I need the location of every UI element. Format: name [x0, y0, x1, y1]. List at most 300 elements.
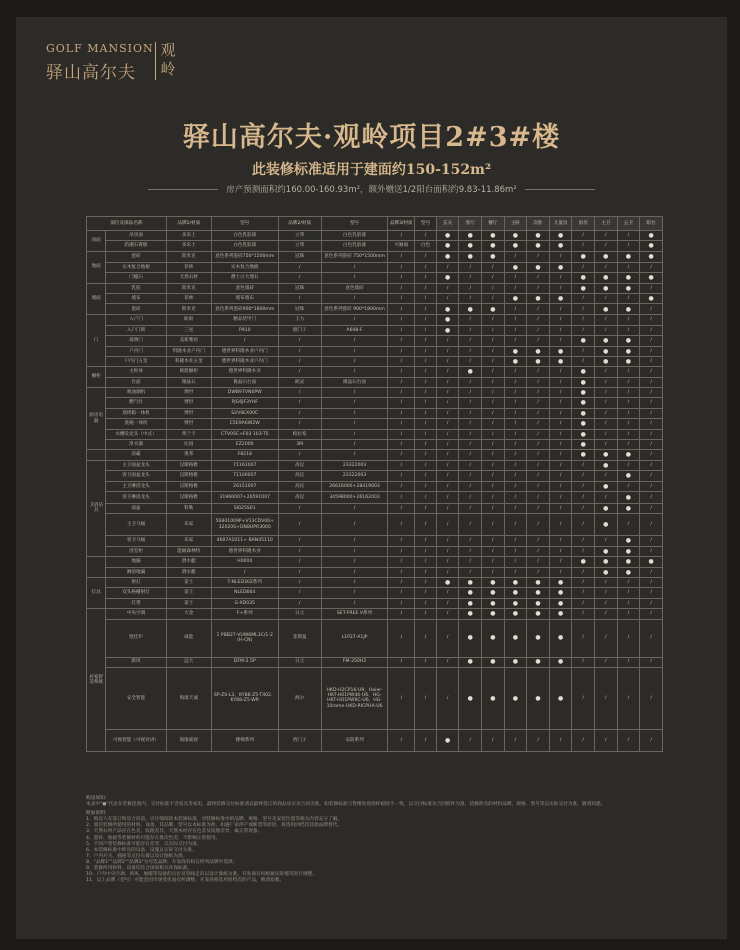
table-cell: / [459, 346, 482, 356]
table-cell: / [527, 377, 550, 387]
table-cell: 微晶石台面 [321, 377, 388, 387]
table-cell: / [388, 398, 415, 408]
table-cell: / [415, 419, 437, 429]
table-cell: / [436, 398, 459, 408]
table-cell: 弗兰卡 [166, 429, 211, 439]
table-cell: 潜水艇 [166, 567, 211, 577]
table-cell: / [572, 729, 595, 751]
item-name-cell: 主卫面盆龙头 [106, 460, 166, 470]
table-cell: 雷士 [166, 598, 211, 608]
table-cell: 美新雅居 [166, 336, 211, 346]
table-cell: / [640, 304, 663, 315]
table-cell: / [572, 567, 595, 577]
column-header: 型号 [321, 217, 388, 231]
table-cell: / [278, 567, 321, 577]
included-dot: ● [482, 657, 505, 667]
logo-english: GOLF MANSION [46, 42, 154, 55]
included-dot: ● [504, 657, 527, 667]
category-cell: 灯具 [87, 577, 106, 608]
table-cell: / [617, 429, 640, 439]
included-dot: ● [504, 262, 527, 272]
table-cell: / [617, 293, 640, 303]
table-cell: 汉斯格雅 [166, 471, 211, 481]
table-cell: 菲林 [166, 262, 211, 272]
table-row [87, 356, 663, 366]
category-cell: 地面 [87, 251, 106, 283]
included-dot: ● [549, 231, 572, 241]
table-cell: / [549, 503, 572, 513]
table-cell: / [278, 577, 321, 587]
table-cell: / [595, 367, 618, 377]
area-note-text: 房产预测面积约160.00-160.93m²，额外赠送1/2阳台面积约9.83-11.86m² [226, 185, 517, 195]
table-cell: / [617, 588, 640, 598]
table-cell: / [549, 546, 572, 556]
included-dot: ● [482, 577, 505, 587]
table-cell: / [617, 514, 640, 536]
included-dot: ● [436, 325, 459, 335]
notes-item: 1、购房人在签订购房合同前，应仔细阅读本装修标准，对装修标准中的品牌、规格、型号及安装位置等相关内容充分了解。 [86, 817, 343, 823]
notes-item: 10、户内中央空调、新风、地暖等设备的点位及管线走向以设计图纸为准，开发商有权根据实际情况进行调整。 [86, 872, 317, 878]
table-cell: / [388, 514, 415, 536]
table-cell: 56841009P+V13CDV00+ 32020S+DN8UPR3000 [211, 514, 278, 536]
table-cell: / [572, 356, 595, 366]
included-dot: ● [617, 304, 640, 315]
table-cell: / [388, 481, 415, 491]
table-cell: / [527, 251, 550, 262]
included-dot: ● [572, 440, 595, 450]
table-cell: / [459, 546, 482, 556]
table-cell: / [640, 667, 663, 729]
included-dot: ● [640, 293, 663, 303]
table-cell: 意色系列瓷砖 900*1800mm [321, 304, 388, 315]
table-cell: / [640, 367, 663, 377]
table-cell: / [436, 450, 459, 460]
table-row [87, 657, 663, 667]
table-cell: / [640, 398, 663, 408]
category-cell: 居家舒适系统 [87, 609, 106, 752]
included-dot: ● [595, 514, 618, 536]
table-cell: / [572, 471, 595, 481]
table-cell: / [436, 557, 459, 567]
table-cell: / [436, 619, 459, 657]
column-header: 部位及部品名称 [87, 217, 167, 231]
notes-item: 4、瓷砖、地板等装修材料可能存在批次色差，不影响正常使用。 [86, 835, 221, 841]
included-dot: ● [549, 346, 572, 356]
table-cell: A608-F [321, 325, 388, 335]
table-cell: / [572, 262, 595, 272]
table-cell: / [321, 398, 388, 408]
table-cell: / [436, 536, 459, 546]
table-cell: / [388, 346, 415, 356]
table-row [87, 450, 663, 460]
table-cell: / [640, 460, 663, 470]
included-dot: ● [436, 304, 459, 315]
table-cell: / [504, 336, 527, 346]
notes [86, 796, 666, 884]
table-cell: / [527, 450, 550, 460]
item-name-cell: 面盆 [106, 503, 166, 513]
table-cell: / [482, 408, 505, 418]
table-cell: / [459, 514, 482, 536]
table-cell: / [617, 609, 640, 619]
logo [46, 39, 206, 89]
table-cell: / [572, 609, 595, 619]
table-cell: / [388, 471, 415, 481]
table-cell: / [482, 336, 505, 346]
table-cell: / [321, 388, 388, 398]
included-dot: ● [572, 388, 595, 398]
table-cell: / [436, 598, 459, 608]
table-cell: / [388, 388, 415, 398]
table-cell: 冠珠 [278, 283, 321, 293]
table-cell: / [527, 273, 550, 283]
table-cell: / [549, 471, 572, 481]
table-cell: / [482, 325, 505, 335]
item-name-cell: 可视智能（可视对讲） [106, 729, 166, 751]
table-cell: / [572, 460, 595, 470]
table-cell: 雷士 [166, 577, 211, 587]
table-cell: / [321, 367, 388, 377]
table-cell: / [617, 667, 640, 729]
table-cell: / [415, 231, 437, 241]
included-dot: ● [549, 262, 572, 272]
table-cell: / [321, 273, 388, 283]
table-cell: 海康威视 [166, 729, 211, 751]
table-cell: / [459, 491, 482, 503]
table-cell: / [278, 356, 321, 366]
included-dot: ● [617, 471, 640, 481]
included-dot: ● [504, 231, 527, 241]
table-cell: / [459, 336, 482, 346]
table-cell: / [321, 546, 388, 556]
included-dot: ● [436, 577, 459, 587]
included-dot: ● [572, 419, 595, 429]
table-cell: / [595, 325, 618, 335]
table-cell: / [527, 315, 550, 325]
table-cell: / [415, 325, 437, 335]
table-cell: / [388, 491, 415, 503]
included-dot: ● [549, 588, 572, 598]
table-cell: L1P27-A1JP [321, 619, 388, 657]
table-cell: / [388, 619, 415, 657]
table-row [87, 577, 663, 587]
table-cell: / [572, 667, 595, 729]
included-dot: ● [459, 304, 482, 315]
table-cell: / [459, 503, 482, 513]
table-cell: / [640, 450, 663, 460]
table-cell: / [459, 536, 482, 546]
table-cell: / [278, 388, 321, 398]
table-row [87, 283, 663, 293]
table-cell: 博世 [166, 388, 211, 398]
table-cell: 盼盼 [166, 315, 211, 325]
table-cell: 墙布墙布 [211, 293, 278, 303]
table-cell: / [415, 283, 437, 293]
table-cell: 71100007 [211, 471, 278, 481]
table-cell: 菲斯曼 [278, 619, 321, 657]
table-cell: / [415, 273, 437, 283]
table-cell: / [640, 567, 663, 577]
included-dot: ● [572, 377, 595, 387]
table-cell: / [459, 377, 482, 387]
table-cell: / [527, 336, 550, 346]
table-cell: / [321, 315, 388, 325]
table-cell: / [211, 567, 278, 577]
table-cell: / [640, 514, 663, 536]
table-cell: / [321, 598, 388, 608]
table-cell: / [617, 367, 640, 377]
included-dot: ● [459, 667, 482, 729]
table-row [87, 491, 663, 503]
table-cell: / [415, 557, 437, 567]
table-cell: / [459, 440, 482, 450]
table-cell: / [504, 440, 527, 450]
table-cell: / [321, 450, 388, 460]
table-cell: / [321, 588, 388, 598]
item-name-cell: 净水器 [106, 440, 166, 450]
table-cell: / [640, 388, 663, 398]
table-cell: / [504, 283, 527, 293]
table-cell: / [388, 293, 415, 303]
table-cell: / [640, 429, 663, 439]
table-cell: / [415, 619, 437, 657]
table-cell: / [640, 729, 663, 751]
table-cell: / [211, 336, 278, 346]
table-cell: P910 [211, 325, 278, 335]
logo-chinese: 驿山高尔夫 [46, 63, 136, 83]
table-cell: 白色乳胶漆 [211, 231, 278, 241]
table-cell: / [504, 514, 527, 536]
table-cell: 德门子 [278, 325, 321, 335]
item-name-cell: 壁挂炉 [106, 619, 166, 657]
table-cell: / [415, 336, 437, 346]
table-cell: / [436, 283, 459, 293]
table-cell: T-NLED302系列 [211, 577, 278, 587]
table-cell: 冠珠 [278, 251, 321, 262]
notes-heading-2: 附加说明： [86, 811, 110, 817]
included-dot: ● [617, 536, 640, 546]
table-row [87, 536, 663, 546]
included-dot: ● [572, 283, 595, 293]
table-cell: / [640, 619, 663, 657]
table-cell: / [504, 557, 527, 567]
item-name-cell: 客卫马桶 [106, 536, 166, 546]
table-row [87, 325, 663, 335]
included-dot: ● [617, 283, 640, 293]
table-cell: / [482, 481, 505, 491]
table-cell: / [504, 536, 527, 546]
table-cell: / [595, 609, 618, 619]
notes-item: 8、"品牌1""品牌2""品牌3"为可选品牌，开发商有权在所列品牌中选择。 [86, 859, 238, 865]
table-cell: 安防系列 [321, 729, 388, 751]
table-cell: / [617, 325, 640, 335]
table-cell: 奥邦 [166, 450, 211, 460]
table-cell: 白色乳胶漆 [321, 241, 388, 251]
table-cell: / [482, 491, 505, 503]
table-cell: / [388, 536, 415, 546]
table-cell: / [388, 419, 415, 429]
table-row [87, 440, 663, 450]
table-cell: / [549, 398, 572, 408]
table-cell: / [278, 408, 321, 418]
table-cell: / [415, 356, 437, 366]
table-cell: / [549, 408, 572, 418]
table-cell: / [415, 388, 437, 398]
included-dot: ● [549, 356, 572, 366]
item-name-cell: 入户门锁 [106, 325, 166, 335]
table-cell: / [278, 293, 321, 303]
included-dot: ● [572, 429, 595, 439]
included-dot: ● [482, 588, 505, 598]
table-row [87, 419, 663, 429]
table-cell: DWB97VN6PW [211, 388, 278, 398]
included-dot: ● [459, 588, 482, 598]
table-cell: / [388, 588, 415, 598]
table-cell: F+系列 [211, 609, 278, 619]
included-dot: ● [617, 503, 640, 513]
table-cell: / [388, 283, 415, 293]
table-cell: / [436, 471, 459, 481]
table-cell: / [504, 429, 527, 439]
table-cell: / [436, 667, 459, 729]
table-cell: / [436, 546, 459, 556]
column-header: 次卧 [527, 217, 550, 231]
category-cell: 墙面 [87, 283, 106, 315]
item-name-cell: 墙布 [106, 293, 166, 303]
included-dot: ● [549, 577, 572, 587]
table-cell: / [549, 440, 572, 450]
table-cell: / [415, 667, 437, 729]
table-cell: / [527, 491, 550, 503]
table-cell: / [504, 388, 527, 398]
table-cell: / [595, 388, 618, 398]
table-cell: / [572, 325, 595, 335]
table-cell: / [504, 450, 527, 460]
table-cell: / [388, 440, 415, 450]
table-cell: / [278, 398, 321, 408]
table-cell: 26616000+28419003 [321, 481, 388, 491]
item-name-cell: 客卫面盆龙头 [106, 471, 166, 481]
table-cell: / [415, 546, 437, 556]
table-cell: / [415, 367, 437, 377]
included-dot: ● [617, 273, 640, 283]
table-cell: 实木复合地板 [211, 262, 278, 272]
table-row [87, 262, 663, 272]
table-cell: / [436, 567, 459, 577]
table-cell: / [640, 315, 663, 325]
table-cell: / [436, 440, 459, 450]
table-cell: / [617, 241, 640, 251]
table-cell: / [549, 251, 572, 262]
included-dot: ● [482, 251, 505, 262]
table-cell: / [278, 536, 321, 546]
notes-paragraph: 本表中"●"代表在装修范围内，交付标准不含家具等家电，最终装修交付标准请以最终签订的商品房买卖合同为准。如装修标准与售楼处现场样板间不一致，以交付标准及合同附件为准，装修涉及的材料品牌、规格、型号等以实际交付为准，敬请知悉。 [86, 802, 606, 808]
table-cell: 31960007+26591007 [211, 491, 278, 503]
included-dot: ● [640, 273, 663, 283]
table-cell: / [527, 398, 550, 408]
table-cell: 楼梯系列 [211, 729, 278, 751]
table-cell: / [388, 577, 415, 587]
table-cell: 斯米克 [166, 283, 211, 293]
included-dot: ● [459, 367, 482, 377]
included-dot: ● [572, 251, 595, 262]
table-cell: / [617, 577, 640, 587]
table-cell: 王力 [278, 315, 321, 325]
table-cell: / [572, 514, 595, 536]
included-dot: ● [595, 336, 618, 346]
table-cell: / [504, 251, 527, 262]
table-cell: / [482, 546, 505, 556]
table-cell: / [278, 450, 321, 460]
table-cell: / [527, 419, 550, 429]
table-cell: / [388, 315, 415, 325]
item-name-cell: 双头格栅射灯 [106, 588, 166, 598]
table-cell: / [595, 231, 618, 241]
logo-divider [155, 42, 156, 80]
table-cell: / [572, 577, 595, 587]
included-dot: ● [595, 460, 618, 470]
table-cell: / [504, 273, 527, 283]
table-cell: / [640, 346, 663, 356]
table-cell: 白色乳胶漆 [211, 241, 278, 251]
table-cell: / [321, 429, 388, 439]
table-cell: 欧灵 [278, 377, 321, 387]
column-header: 阳台 [640, 217, 663, 231]
table-cell: / [321, 356, 388, 366]
table-cell: C5E9A6W2W [211, 419, 278, 429]
table-cell: / [527, 729, 550, 751]
table-cell: / [572, 619, 595, 657]
table-cell: / [549, 491, 572, 503]
table-cell: / [617, 440, 640, 450]
table-cell: / [482, 419, 505, 429]
item-name-cell: 户内门 [106, 346, 166, 356]
included-dot: ● [436, 231, 459, 241]
table-cell: / [459, 325, 482, 335]
item-name-cell: 安全智能 [106, 667, 166, 729]
table-cell: / [278, 588, 321, 598]
table-cell: / [504, 503, 527, 513]
table-cell: / [527, 471, 550, 481]
table-cell: / [595, 398, 618, 408]
table-cell: / [572, 231, 595, 241]
table-cell: / [415, 514, 437, 536]
notes-item: 6、本装修标准中涉及的设备、设施以实际交付为准。 [86, 847, 197, 853]
notes-item: 3、天然石材产品存在色差、纹理差异，天然木材存在色差及纹理差异，属正常现象。 [86, 829, 263, 835]
included-dot: ● [617, 567, 640, 577]
column-header: 餐厅 [482, 217, 505, 231]
divider-right [525, 189, 595, 190]
table-row [87, 388, 663, 398]
table-cell: / [527, 388, 550, 398]
table-cell: / [617, 315, 640, 325]
table-cell: / [388, 251, 415, 262]
included-dot: ● [504, 588, 527, 598]
table-cell: / [504, 481, 527, 491]
table-cell: / [617, 398, 640, 408]
item-name-cell: 中央空调 [106, 609, 166, 619]
table-cell: / [549, 336, 572, 346]
table-cell: 意色系列瓷砖750*1500mm [211, 251, 278, 262]
table-cell: SI025S01 [211, 503, 278, 513]
item-name-cell: 射灯 [106, 577, 166, 587]
table-cell: / [527, 408, 550, 418]
table-cell: / [640, 408, 663, 418]
spec-table [86, 216, 663, 752]
table-cell: 高仪 [278, 491, 321, 503]
included-dot: ● [527, 356, 550, 366]
table-cell: / [640, 491, 663, 503]
